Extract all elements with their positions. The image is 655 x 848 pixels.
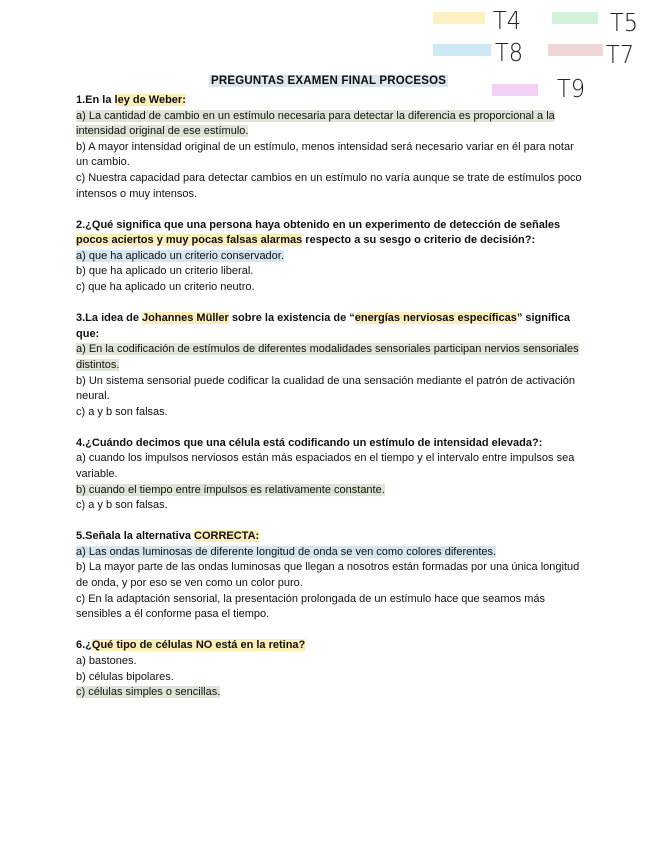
answer-6a: a) bastones. [76, 654, 137, 667]
answer-3a-text: a) En la codificación de estímulos de diferentes modalidades sensoriales participan nervios sensoriales distintos. [76, 343, 579, 371]
question-2 [76, 218, 586, 296]
question-1-highlight: ley de Weber: [114, 94, 186, 106]
question-6-text [76, 638, 586, 654]
answer-2a-text: a) que ha aplicado un criterio conservador. [76, 249, 284, 262]
legend-swatch-t7 [548, 44, 603, 56]
question-4-text: 4.¿Cuándo decimos que una célula está codificando un estímulo de intensidad elevada?: [76, 436, 543, 449]
answer-3a [76, 342, 586, 373]
answer-4b [76, 483, 586, 499]
question-2-suffix: respecto a su sesgo o criterio de decisión?: [302, 234, 536, 247]
question-3-text [76, 311, 586, 342]
answer-4b-text: b) cuando el tiempo entre impulsos es relativamente constante. [76, 483, 385, 496]
answer-6c-text: c) células simples o sencillas. [76, 686, 221, 699]
answer-5c: c) En la adaptación sensorial, la presentación prolongada de un estímulo hace que seamos más sensibles a él conforme pasa el tiempo. [76, 592, 546, 621]
question-6-prefix: 6.¿ [76, 639, 92, 652]
question-6 [76, 638, 586, 700]
legend-swatch-t5 [552, 12, 598, 24]
legend-label-t8: T8 [495, 38, 524, 67]
question-2-highlight: pocos aciertos y muy pocas falsas alarmas [76, 234, 303, 247]
answer-3c: c) a y b son falsas. [76, 405, 168, 418]
answer-5a [76, 545, 586, 561]
question-1-text [76, 93, 586, 109]
question-5-text [76, 529, 586, 545]
question-6-highlight: Qué tipo de células NO está en la retina? [91, 639, 306, 652]
answer-4a: a) cuando los impulsos nerviosos están más espaciados en el tiempo y el intervalo entre impulsos sea variable. [76, 452, 575, 480]
legend-swatch-t8 [433, 44, 491, 56]
question-4 [76, 436, 586, 514]
legend-label-t9: T9 [557, 74, 586, 103]
question-3-highlight-2: energías nerviosas específicas [354, 312, 517, 325]
answer-1c: c) Nuestra capacidad para detectar cambios en un estímulo no varía aunque se trate de estímulos poco intensos o muy intensos. [76, 171, 582, 200]
legend-swatch-t4 [433, 12, 485, 24]
question-3-suffix: ” significa que: [76, 312, 571, 340]
question-3-prefix: 3.La idea de [76, 312, 143, 325]
answer-1b: b) A mayor intensidad original de un estímulo, menos intensidad será necesario variar en él para notar un cambio. [76, 140, 574, 169]
answer-2a [76, 249, 586, 265]
question-3 [76, 311, 586, 420]
question-2-prefix: 2.¿Qué significa que una persona haya obtenido en un experimento de detección de señales [76, 218, 561, 231]
document-body [76, 93, 586, 716]
answer-1a [76, 109, 586, 140]
question-5-prefix: 5.Señala la alternativa [76, 530, 195, 543]
question-1 [76, 93, 586, 202]
legend-label-t5: T5 [610, 8, 639, 37]
answer-1a-text: a) La cantidad de cambio en un estímulo necesaria para detectar la diferencia es proporcional a la intensidad original de ese estímulo. [76, 109, 555, 138]
legend-label-t4: T4 [493, 6, 522, 35]
answer-5a-text: a) Las ondas luminosas de diferente longitud de onda se ven como colores diferentes. [76, 545, 497, 558]
question-3-mid: sobre la existencia de “ [228, 312, 355, 325]
answer-4c: c) a y b son falsas. [76, 499, 168, 512]
answer-6b: b) células bipolares. [76, 670, 174, 683]
answer-2c: c) que ha aplicado un criterio neutro. [76, 281, 255, 294]
answer-2b: b) que ha aplicado un criterio liberal. [76, 265, 254, 278]
question-3-highlight: Johannes Müller [142, 312, 229, 325]
question-2-text [76, 218, 586, 249]
page-title: PREGUNTAS EXAMEN FINAL PROCESOS [211, 75, 447, 87]
answer-5b: b) La mayor parte de las ondas luminosas que llegan a nosotros están formadas por una única longitud de onda, y por eso se ven como un color puro. [76, 561, 580, 590]
question-5 [76, 529, 586, 623]
answer-3b: b) Un sistema sensorial puede codificar la cualidad de una sensación mediante el patrón de activación neural. [76, 374, 575, 403]
legend-label-t7: T7 [606, 40, 635, 69]
question-1-prefix: 1.En la [76, 94, 115, 106]
question-5-highlight: CORRECTA: [194, 530, 260, 543]
answer-6c [76, 685, 586, 701]
